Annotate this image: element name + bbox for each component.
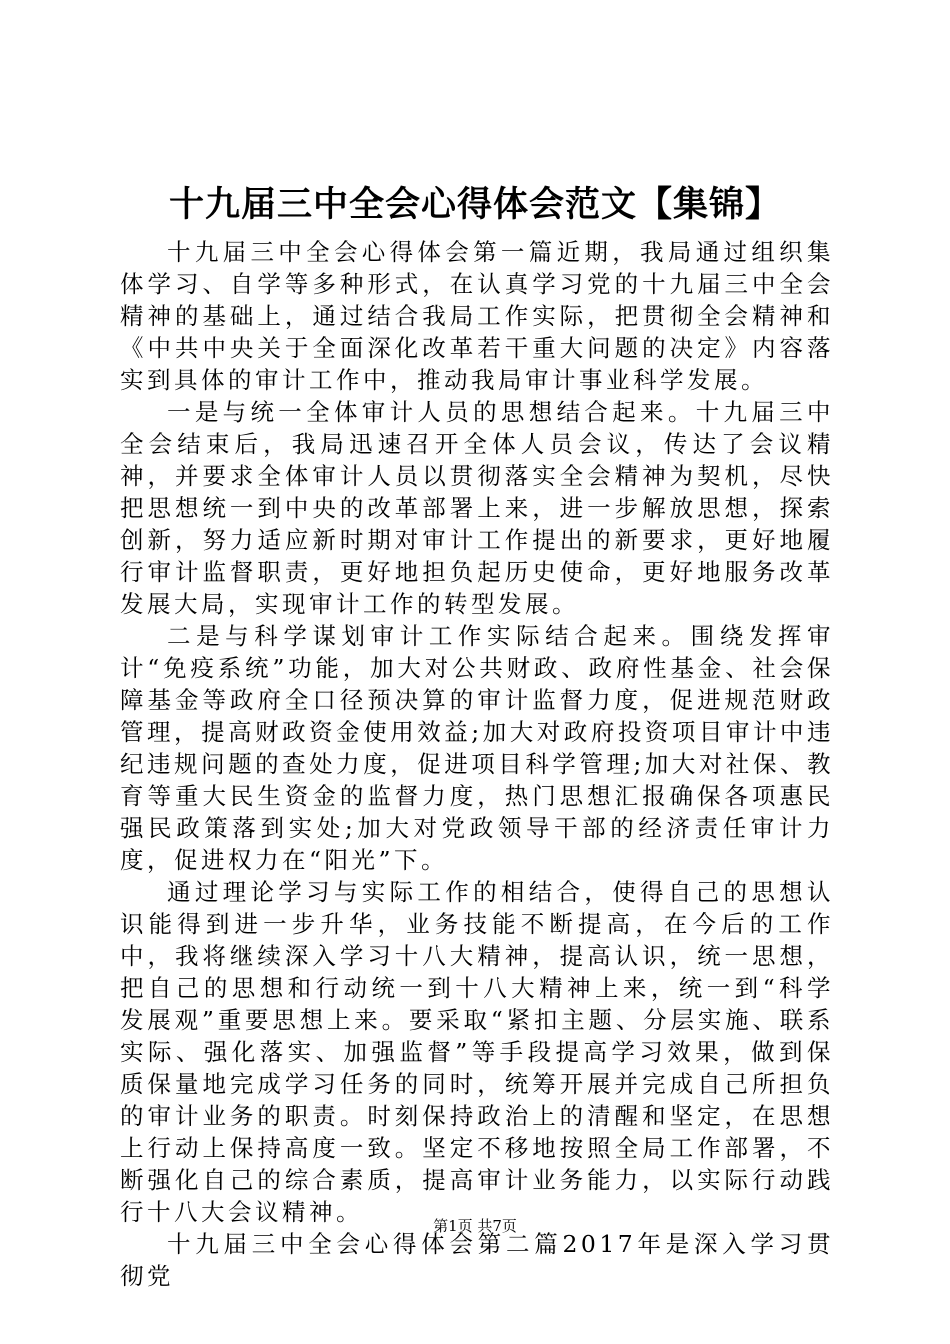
paragraph-3: 二是与科学谋划审计工作实际结合起来。围绕发挥审计“免疫系统”功能，加大对公共财政、政府性基金、社会保障基金等政府全口径预决算的审计监督力度，促进规范财政管理，提高财政资金使用效益;加大对政府投资项目审计中违纪违规问题的查处力度，促进项目科学管理;加大对社保、教育等重大民生资金的监督力度，热门思想汇报确保各项惠民强民政策落到实处;加大对党政领导干部的经济责任审计力度，促进权力在“阳光”下。	[120, 622, 834, 874]
document-title: 十九届三中全会心得体会范文【集锦】	[168, 185, 781, 225]
page-number-footer: 第1页 共7页	[433, 1217, 517, 1235]
paragraph-1: 十九届三中全会心得体会第一篇近期，我局通过组织集体学习、自学等多种形式，在认真学习党的十九届三中全会精神的基础上，通过结合我局工作实际，把贯彻全会精神和《中共中央关于全面深化改革若干重大问题的决定》内容落实到具体的审计工作中，推动我局审计事业科学发展。	[120, 238, 834, 394]
paragraph-2: 一是与统一全体审计人员的思想结合起来。十九届三中全会结束后，我局迅速召开全体人员会议，传达了会议精神，并要求全体审计人员以贯彻落实全会精神为契机，尽快把思想统一到中央的改革部署上来，进一步解放思想，探索创新，努力适应新时期对审计工作提出的新要求，更好地履行审计监督职责，更好地担负起历史使命，更好地服务改革发展大局，实现审计工作的转型发展。	[120, 398, 834, 618]
paragraph-4: 通过理论学习与实际工作的相结合，使得自己的思想认识能得到进一步升华，业务技能不断提高，在今后的工作中，我将继续深入学习十八大精神，提高认识，统一思想，把自己的思想和行动统一到十八大精神上来，统一到“科学发展观”重要思想上来。要采取“紧扣主题、分层实施、联系实际、强化落实、加强监督”等手段提高学习效果，做到保质保量地完成学习任务的同时，统筹开展并完成自己所担负的审计业务的职责。时刻保持政治上的清醒和坚定，在思想上行动上保持高度一致。坚定不移地按照全局工作部署，不断强化自己的综合素质，提高审计业务能力，以实际行动践行十八大会议精神。	[120, 878, 834, 1226]
document-body	[120, 236, 834, 1292]
paragraph-5: 十九届三中全会心得体会第二篇2017年是深入学习贯彻党	[120, 1230, 834, 1290]
